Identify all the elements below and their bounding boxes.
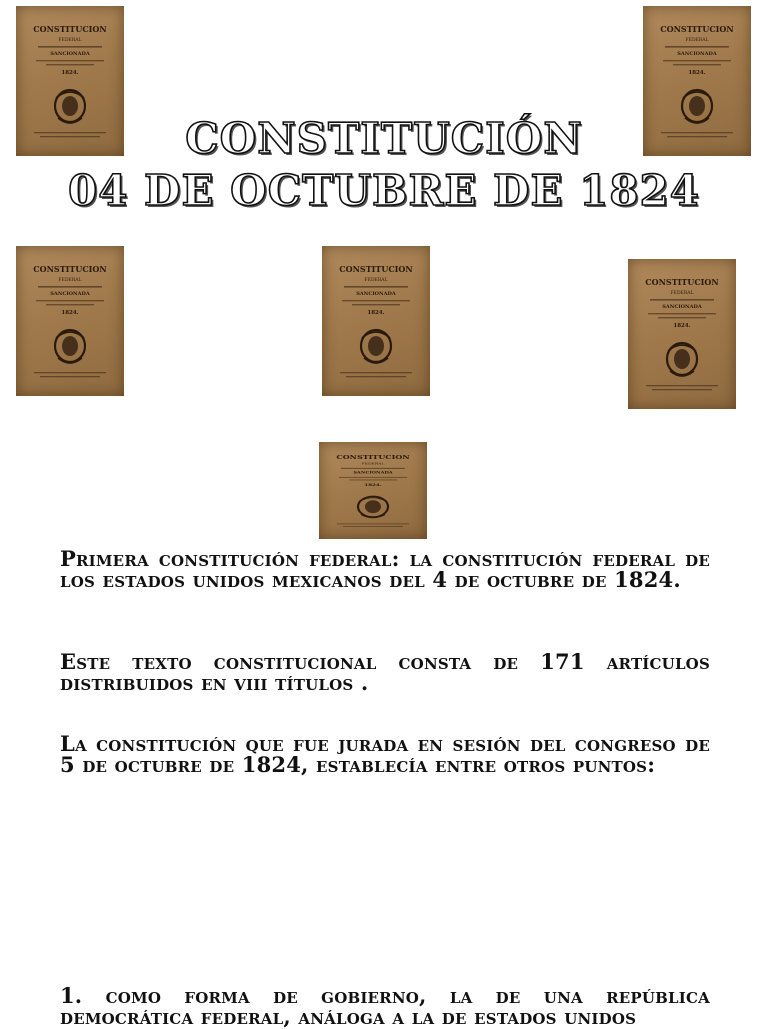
cover-text-line bbox=[38, 46, 102, 48]
constitution-document-image bbox=[628, 259, 736, 409]
paragraph-articles: Este texto constitucional consta de 171 artículos distribuidos en viii títulos . bbox=[60, 649, 710, 695]
cover-text-line bbox=[352, 304, 400, 305]
cover-text-line bbox=[36, 60, 104, 61]
cover-heading: CONSTITUCION bbox=[33, 24, 107, 34]
cover-text-line bbox=[36, 300, 104, 301]
cover-subheading: FEDERAL bbox=[670, 291, 694, 296]
cover-text-line bbox=[46, 64, 94, 65]
cover-subheading: FEDERAL bbox=[685, 38, 709, 43]
cover-text-line bbox=[648, 313, 716, 314]
cover-text-line bbox=[658, 317, 706, 318]
eagle-icon bbox=[368, 336, 384, 356]
cover-subheading: FEDERAL bbox=[364, 278, 388, 283]
document-cover-drawing bbox=[319, 442, 427, 539]
cover-text-line bbox=[38, 286, 102, 288]
constitution-document-image bbox=[319, 442, 427, 539]
cover-text-line bbox=[339, 477, 407, 478]
constitution-document-image bbox=[16, 246, 124, 396]
cover-name: SANCIONADA bbox=[353, 470, 393, 475]
cover-year: 1824. bbox=[367, 310, 385, 316]
cover-text-line bbox=[646, 385, 718, 386]
eagle-icon bbox=[674, 349, 690, 369]
cover-name: SANCIONADA bbox=[662, 304, 702, 310]
cover-name: SANCIONADA bbox=[50, 51, 90, 57]
cover-text-line bbox=[343, 526, 403, 527]
cover-year: 1824. bbox=[688, 70, 706, 76]
cover-name: SANCIONADA bbox=[50, 291, 90, 297]
cover-text-line bbox=[342, 300, 410, 301]
cover-heading: CONSTITUCION bbox=[660, 24, 734, 34]
cover-text-line bbox=[344, 286, 408, 288]
cover-year: 1824. bbox=[673, 323, 691, 329]
document-cover-drawing bbox=[628, 259, 736, 409]
cover-text-line bbox=[665, 46, 729, 48]
cover-name: SANCIONADA bbox=[677, 51, 717, 57]
cover-text-line bbox=[34, 372, 106, 373]
paragraph-sworn-session: La constitución que fue jurada en sesión del congreso de 5 de octubre de 1824, establecía entre otros puntos: bbox=[60, 731, 710, 777]
cover-text-line bbox=[673, 64, 721, 65]
paragraph-first-constitution: Primera constitución federal: la constitución federal de los estados unidos mexicanos del 4 de octubre de 1824. bbox=[60, 546, 710, 592]
cover-year: 1824. bbox=[364, 483, 382, 488]
document-cover-drawing bbox=[322, 246, 430, 396]
cover-name: SANCIONADA bbox=[356, 291, 396, 297]
eagle-icon bbox=[62, 96, 78, 116]
page-title-line-1: CONSTITUCIÓN bbox=[185, 114, 583, 163]
paragraph-point-1: 1. como forma de gobierno, la de una república democrática federal, análoga a la de estados unidos bbox=[60, 983, 710, 1029]
cover-text-line bbox=[652, 389, 712, 390]
cover-year: 1824. bbox=[61, 70, 79, 76]
cover-heading: CONSTITUCION bbox=[339, 264, 413, 274]
document-cover-drawing bbox=[16, 246, 124, 396]
cover-text-line bbox=[349, 480, 397, 481]
eagle-icon bbox=[365, 500, 381, 513]
cover-text-line bbox=[650, 299, 714, 301]
constitution-document-image bbox=[322, 246, 430, 396]
cover-subheading: FEDERAL bbox=[361, 461, 385, 466]
cover-text-line bbox=[46, 304, 94, 305]
cover-text-line bbox=[340, 372, 412, 373]
cover-subheading: FEDERAL bbox=[58, 38, 82, 43]
cover-heading: CONSTITUCION bbox=[645, 277, 719, 287]
cover-year: 1824. bbox=[61, 310, 79, 316]
cover-text-line bbox=[40, 376, 100, 377]
eagle-icon bbox=[62, 336, 78, 356]
cover-subheading: FEDERAL bbox=[58, 278, 82, 283]
eagle-icon bbox=[689, 96, 705, 116]
cover-text-line bbox=[663, 60, 731, 61]
cover-text-line bbox=[346, 376, 406, 377]
cover-text-line bbox=[337, 523, 409, 524]
cover-text-line bbox=[341, 468, 405, 469]
page-title-line-2: 04 DE OCTUBRE DE 1824 bbox=[67, 166, 700, 215]
cover-heading: CONSTITUCION bbox=[33, 264, 107, 274]
cover-heading: CONSTITUCION bbox=[336, 454, 410, 461]
